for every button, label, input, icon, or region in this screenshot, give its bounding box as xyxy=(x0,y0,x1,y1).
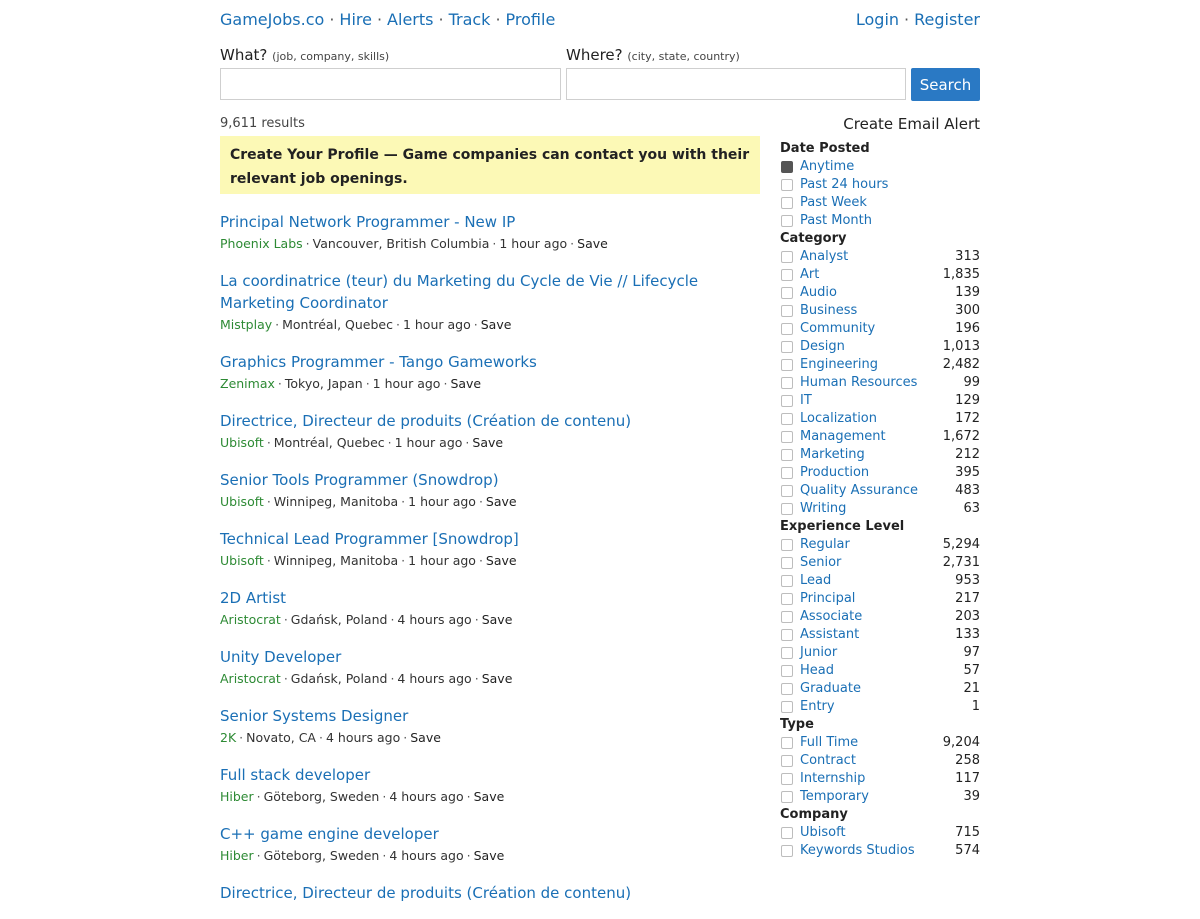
login-link[interactable]: Login xyxy=(855,10,900,29)
brand-link[interactable]: GameJobs.co xyxy=(220,10,325,29)
filter-option-label[interactable]: Management xyxy=(800,429,886,444)
job-save-link[interactable]: Save xyxy=(577,236,608,251)
filter-option-count: 300 xyxy=(955,303,980,318)
job-listing xyxy=(220,270,760,336)
filter-option-count: 99 xyxy=(963,375,980,390)
meta-separator: · xyxy=(570,236,575,251)
meta-separator: · xyxy=(466,789,471,804)
job-company-link[interactable]: Zenimax xyxy=(220,376,275,391)
filter-option-management[interactable] xyxy=(780,428,980,446)
filter-option-label[interactable]: Marketing xyxy=(800,447,865,462)
job-save-link[interactable]: Save xyxy=(450,376,482,391)
where-label xyxy=(566,45,740,67)
filter-option-audio[interactable] xyxy=(780,284,980,302)
job-location: Montréal, Quebec xyxy=(282,317,393,332)
checkbox[interactable] xyxy=(781,215,793,227)
job-save-link[interactable]: Save xyxy=(473,789,505,804)
filter-option-associate[interactable] xyxy=(780,608,980,626)
filter-option-entry[interactable] xyxy=(780,698,980,716)
filter-option-count: 5,294 xyxy=(942,537,980,552)
checkbox[interactable] xyxy=(781,467,793,479)
filter-option-internship[interactable] xyxy=(780,770,980,788)
filter-option-label[interactable]: Quality Assurance xyxy=(800,483,918,498)
filter-option-count: 63 xyxy=(963,501,980,516)
job-title-link[interactable]: Graphics Programmer - Tango Gameworks xyxy=(220,353,537,371)
meta-separator: · xyxy=(266,494,271,509)
job-save-link[interactable]: Save xyxy=(481,671,513,686)
checkbox[interactable] xyxy=(781,449,793,461)
checkbox[interactable] xyxy=(781,179,793,191)
job-age: 1 hour ago xyxy=(372,376,441,391)
nav-separator: · xyxy=(329,10,335,29)
filter-option-graduate[interactable] xyxy=(780,680,980,698)
filter-option-label[interactable]: Anytime xyxy=(800,159,855,174)
meta-separator: · xyxy=(266,553,271,568)
filter-option-label[interactable]: Principal xyxy=(800,591,856,606)
filter-option-label[interactable]: Business xyxy=(800,303,858,318)
job-meta xyxy=(220,373,760,395)
job-age: 4 hours ago xyxy=(397,671,472,686)
job-title-link[interactable]: Technical Lead Programmer [Snowdrop] xyxy=(220,530,519,548)
checkbox[interactable] xyxy=(781,413,793,425)
filter-option-it[interactable] xyxy=(780,392,980,410)
nav-hire-link[interactable]: Hire xyxy=(339,10,372,29)
job-title-link[interactable]: Principal Network Programmer - New IP xyxy=(220,213,516,231)
checkbox[interactable] xyxy=(781,827,793,839)
filter-option-regular[interactable] xyxy=(780,536,980,554)
nav-separator: · xyxy=(495,10,501,29)
nav-profile-link[interactable]: Profile xyxy=(505,10,556,29)
job-meta xyxy=(220,668,760,690)
checkbox[interactable] xyxy=(781,395,793,407)
filter-option-label[interactable]: Audio xyxy=(800,285,837,300)
job-title-link[interactable]: 2D Artist xyxy=(220,589,287,607)
filter-option-label[interactable]: Art xyxy=(800,267,820,282)
what-label xyxy=(220,45,389,67)
meta-separator: · xyxy=(492,236,497,251)
filter-heading: Type xyxy=(780,717,814,732)
meta-separator: · xyxy=(256,789,261,804)
checkbox[interactable] xyxy=(781,251,793,263)
job-listing xyxy=(220,882,760,904)
job-company-link[interactable]: Ubisoft xyxy=(220,494,264,509)
job-save-link[interactable]: Save xyxy=(410,730,441,745)
meta-separator: · xyxy=(390,612,395,627)
job-title-link[interactable]: La coordinatrice (teur) du Marketing du Cycle de Vie // Lifecycle Marketing Coordinator xyxy=(220,272,699,312)
nav-separator: · xyxy=(904,10,910,29)
where-label-text: Where? xyxy=(566,46,623,64)
job-age: 4 hours ago xyxy=(389,789,464,804)
filter-option-count: 139 xyxy=(955,285,980,300)
job-location: Montréal, Quebec xyxy=(273,435,385,450)
checkbox[interactable] xyxy=(781,503,793,515)
filter-option-community[interactable] xyxy=(780,320,980,338)
filter-option-label[interactable]: Junior xyxy=(800,645,838,660)
filter-option-label[interactable]: Entry xyxy=(800,699,835,714)
filter-section-experience-level xyxy=(780,518,980,716)
filter-option-analyst[interactable] xyxy=(780,248,980,266)
job-location: Göteborg, Sweden xyxy=(263,848,380,863)
job-company-link[interactable]: Ubisoft xyxy=(220,553,264,568)
meta-separator: · xyxy=(382,848,387,863)
meta-separator: · xyxy=(256,848,261,863)
filter-option-label[interactable]: Human Resources xyxy=(800,375,918,390)
filter-option-label[interactable]: Design xyxy=(800,339,845,354)
meta-separator: · xyxy=(305,236,310,251)
meta-separator: · xyxy=(474,671,479,686)
filter-option-count: 9,204 xyxy=(942,735,980,750)
filter-option-head[interactable] xyxy=(780,662,980,680)
job-meta xyxy=(220,233,760,255)
meta-separator: · xyxy=(465,435,470,450)
job-listing xyxy=(220,823,760,867)
where-hint: (city, state, country) xyxy=(627,50,740,63)
checkbox[interactable] xyxy=(781,791,793,803)
filter-section-company xyxy=(780,806,980,860)
checkbox[interactable] xyxy=(781,845,793,857)
nav-track-link[interactable]: Track xyxy=(448,10,491,29)
checkbox[interactable] xyxy=(781,647,793,659)
job-title-link[interactable]: Directrice, Directeur de produits (Création de contenu) xyxy=(220,412,632,430)
job-location: Winnipeg, Manitoba xyxy=(273,553,399,568)
meta-separator: · xyxy=(277,376,282,391)
job-meta xyxy=(220,550,760,572)
meta-separator: · xyxy=(478,494,483,509)
checkbox[interactable] xyxy=(781,557,793,569)
filter-option-senior[interactable] xyxy=(780,554,980,572)
job-listing xyxy=(220,410,760,454)
checkbox[interactable] xyxy=(781,359,793,371)
filter-option-label[interactable]: IT xyxy=(800,393,812,408)
job-title-link[interactable]: Senior Systems Designer xyxy=(220,707,409,725)
job-location: Gdańsk, Poland xyxy=(290,671,388,686)
results-count: 9,611 results xyxy=(220,116,305,131)
meta-separator: · xyxy=(466,848,471,863)
meta-separator: · xyxy=(401,553,406,568)
job-meta xyxy=(220,727,760,749)
filter-section-category xyxy=(780,230,980,518)
where-input[interactable] xyxy=(566,68,906,100)
what-input[interactable] xyxy=(220,68,561,100)
nav-right xyxy=(856,9,980,31)
checkbox[interactable] xyxy=(781,683,793,695)
filter-option-count: 1,013 xyxy=(942,339,980,354)
filter-option-quality-assurance[interactable] xyxy=(780,482,980,500)
filter-option-past-week[interactable] xyxy=(780,194,980,212)
filter-option-principal[interactable] xyxy=(780,590,980,608)
filter-option-lead[interactable] xyxy=(780,572,980,590)
job-company-link[interactable]: Phoenix Labs xyxy=(220,236,303,251)
filter-option-label[interactable]: Past Week xyxy=(800,195,867,210)
job-location: Winnipeg, Manitoba xyxy=(273,494,399,509)
filter-option-marketing[interactable] xyxy=(780,446,980,464)
filter-option-past-month[interactable] xyxy=(780,212,980,230)
filter-option-label[interactable]: Keywords Studios xyxy=(800,843,915,858)
filter-option-label[interactable]: Regular xyxy=(800,537,850,552)
filter-option-count: 1 xyxy=(971,699,980,714)
meta-separator: · xyxy=(266,435,271,450)
profile-promo-banner[interactable] xyxy=(220,136,760,194)
job-company-link[interactable]: Ubisoft xyxy=(220,435,264,450)
filter-option-label[interactable]: Community xyxy=(800,321,876,336)
filter-option-label[interactable]: Past Month xyxy=(800,213,872,228)
job-company-link[interactable]: Aristocrat xyxy=(220,671,281,686)
filter-option-count: 395 xyxy=(955,465,980,480)
filter-option-label[interactable]: Ubisoft xyxy=(800,825,846,840)
filter-option-count: 196 xyxy=(955,321,980,336)
job-meta xyxy=(220,845,760,867)
checkbox[interactable] xyxy=(781,737,793,749)
filter-option-count: 1,672 xyxy=(942,429,980,444)
filter-option-count: 133 xyxy=(955,627,980,642)
filter-option-full-time[interactable] xyxy=(780,734,980,752)
job-age: 1 hour ago xyxy=(408,494,476,509)
job-save-link[interactable]: Save xyxy=(485,553,517,568)
filter-option-contract[interactable] xyxy=(780,752,980,770)
filter-heading: Date Posted xyxy=(780,141,870,156)
filter-option-count: 1,835 xyxy=(942,267,980,282)
filter-option-assistant[interactable] xyxy=(780,626,980,644)
filter-option-art[interactable] xyxy=(780,266,980,284)
promo-text: Create Your Profile — Game companies can contact you with their relevant job openings. xyxy=(230,147,750,187)
job-meta xyxy=(220,314,760,336)
what-hint: (job, company, skills) xyxy=(272,50,390,63)
checkbox[interactable] xyxy=(781,539,793,551)
job-title-link[interactable]: Senior Tools Programmer (Snowdrop) xyxy=(220,471,499,489)
create-email-alert-link[interactable]: Create Email Alert xyxy=(843,115,980,133)
filter-option-count: 258 xyxy=(955,753,980,768)
job-location: Göteborg, Sweden xyxy=(263,789,380,804)
nav-alerts-link[interactable]: Alerts xyxy=(387,10,434,29)
filter-option-localization[interactable] xyxy=(780,410,980,428)
meta-separator: · xyxy=(401,494,406,509)
job-listing xyxy=(220,764,760,808)
checkbox[interactable] xyxy=(781,485,793,497)
filter-option-label[interactable]: Engineering xyxy=(800,357,878,372)
filter-option-label[interactable]: Analyst xyxy=(800,249,849,264)
checkbox[interactable] xyxy=(781,287,793,299)
filter-option-label[interactable]: Head xyxy=(800,663,834,678)
checkbox[interactable] xyxy=(781,755,793,767)
filter-option-design[interactable] xyxy=(780,338,980,356)
filter-option-anytime[interactable] xyxy=(780,158,980,176)
checkbox[interactable] xyxy=(781,323,793,335)
job-location: Gdańsk, Poland xyxy=(290,612,388,627)
filter-option-count: 217 xyxy=(955,591,980,606)
filter-option-past-24-hours[interactable] xyxy=(780,176,980,194)
filter-option-label[interactable]: Writing xyxy=(800,501,847,516)
meta-separator: · xyxy=(318,730,323,745)
filter-option-label[interactable]: Graduate xyxy=(800,681,861,696)
job-meta xyxy=(220,491,760,513)
meta-separator: · xyxy=(395,317,400,332)
filter-option-temporary[interactable] xyxy=(780,788,980,806)
job-age: 1 hour ago xyxy=(402,317,471,332)
filter-option-label[interactable]: Senior xyxy=(800,555,842,570)
job-age: 4 hours ago xyxy=(397,612,472,627)
filter-option-label[interactable]: Lead xyxy=(800,573,832,588)
nav-separator: · xyxy=(438,10,444,29)
filter-option-count: 21 xyxy=(963,681,980,696)
filter-option-ubisoft[interactable] xyxy=(780,824,980,842)
filter-option-count: 117 xyxy=(955,771,980,786)
meta-separator: · xyxy=(283,612,288,627)
job-listing xyxy=(220,469,760,513)
meta-separator: · xyxy=(443,376,448,391)
job-save-link[interactable]: Save xyxy=(481,612,513,627)
job-title-link[interactable]: Unity Developer xyxy=(220,648,342,666)
filter-option-count: 574 xyxy=(955,843,980,858)
job-company-link[interactable]: Hiber xyxy=(220,789,254,804)
filter-option-junior[interactable] xyxy=(780,644,980,662)
job-age: 4 hours ago xyxy=(325,730,401,745)
job-age: 1 hour ago xyxy=(394,435,463,450)
job-location: Vancouver, British Columbia xyxy=(312,236,490,251)
checkbox[interactable] xyxy=(781,377,793,389)
filter-option-production[interactable] xyxy=(780,464,980,482)
checkbox[interactable] xyxy=(781,341,793,353)
top-nav xyxy=(220,9,980,31)
job-save-link[interactable]: Save xyxy=(485,494,517,509)
filter-option-count: 2,731 xyxy=(942,555,980,570)
filter-option-label[interactable]: Localization xyxy=(800,411,877,426)
meta-separator: · xyxy=(403,730,408,745)
filter-option-count: 203 xyxy=(955,609,980,624)
job-company-link[interactable]: 2K xyxy=(220,730,237,745)
checkbox[interactable] xyxy=(781,629,793,641)
job-age: 4 hours ago xyxy=(389,848,464,863)
checkbox[interactable] xyxy=(781,269,793,281)
job-listing xyxy=(220,587,760,631)
checkbox[interactable] xyxy=(781,197,793,209)
filter-option-label[interactable]: Internship xyxy=(800,771,866,786)
filter-option-count: 129 xyxy=(955,393,980,408)
meta-separator: · xyxy=(239,730,244,745)
checkbox[interactable] xyxy=(781,701,793,713)
checkbox[interactable] xyxy=(781,665,793,677)
checkbox[interactable] xyxy=(781,161,793,173)
filter-section-type xyxy=(780,716,980,806)
search-button[interactable]: Search xyxy=(911,68,980,101)
meta-separator: · xyxy=(365,376,370,391)
meta-separator: · xyxy=(473,317,478,332)
meta-separator: · xyxy=(478,553,483,568)
job-age: 1 hour ago xyxy=(408,553,476,568)
filter-option-count: 2,482 xyxy=(942,357,980,372)
job-meta xyxy=(220,786,760,808)
filter-option-label[interactable]: Associate xyxy=(800,609,863,624)
job-listing xyxy=(220,211,760,255)
job-location: Tokyo, Japan xyxy=(284,376,363,391)
job-title-link[interactable]: Full stack developer xyxy=(220,766,371,784)
filter-option-keywords-studios[interactable] xyxy=(780,842,980,860)
checkbox[interactable] xyxy=(781,611,793,623)
filter-heading: Company xyxy=(780,807,848,822)
job-company-link[interactable]: Aristocrat xyxy=(220,612,281,627)
meta-separator: · xyxy=(283,671,288,686)
job-save-link[interactable]: Save xyxy=(472,435,504,450)
job-listing xyxy=(220,528,760,572)
job-save-link[interactable]: Save xyxy=(473,848,505,863)
nav-separator: · xyxy=(376,10,383,29)
filter-option-human-resources[interactable] xyxy=(780,374,980,392)
job-meta xyxy=(220,609,760,631)
filter-option-label[interactable]: Full Time xyxy=(800,735,859,750)
meta-separator: · xyxy=(275,317,280,332)
filter-section-date-posted xyxy=(780,140,980,230)
filter-option-count: 313 xyxy=(955,249,980,264)
nav-left xyxy=(220,9,555,31)
meta-separator: · xyxy=(474,612,479,627)
filter-heading: Category xyxy=(780,231,847,246)
job-age: 1 hour ago xyxy=(499,236,568,251)
filter-option-count: 97 xyxy=(963,645,980,660)
filter-option-count: 715 xyxy=(955,825,980,840)
job-meta xyxy=(220,432,760,454)
filter-option-label[interactable]: Contract xyxy=(800,753,856,768)
filter-option-engineering[interactable] xyxy=(780,356,980,374)
checkbox[interactable] xyxy=(781,431,793,443)
job-company-link[interactable]: Mistplay xyxy=(220,317,273,332)
job-company-link[interactable]: Hiber xyxy=(220,848,254,863)
filter-option-count: 953 xyxy=(955,573,980,588)
filter-heading: Experience Level xyxy=(780,519,905,534)
meta-separator: · xyxy=(390,671,395,686)
filter-option-count: 212 xyxy=(955,447,980,462)
filter-option-label[interactable]: Past 24 hours xyxy=(800,177,889,192)
job-listing xyxy=(220,705,760,749)
filter-sidebar xyxy=(780,140,980,860)
checkbox[interactable] xyxy=(781,773,793,785)
job-save-link[interactable]: Save xyxy=(480,317,512,332)
filter-option-label[interactable]: Production xyxy=(800,465,870,480)
job-title-link[interactable]: C++ game engine developer xyxy=(220,825,439,843)
filter-option-count: 483 xyxy=(955,483,980,498)
filter-option-label[interactable]: Assistant xyxy=(800,627,860,642)
job-listing xyxy=(220,646,760,690)
job-listing xyxy=(220,351,760,395)
job-list xyxy=(220,211,760,919)
job-location: Novato, CA xyxy=(246,730,316,745)
filter-option-business[interactable] xyxy=(780,302,980,320)
register-link[interactable]: Register xyxy=(914,10,980,29)
meta-separator: · xyxy=(387,435,392,450)
checkbox[interactable] xyxy=(781,593,793,605)
filter-option-count: 172 xyxy=(955,411,980,426)
filter-option-count: 39 xyxy=(963,789,980,804)
filter-option-count: 57 xyxy=(963,663,980,678)
filter-option-writing[interactable] xyxy=(780,500,980,518)
checkbox[interactable] xyxy=(781,575,793,587)
meta-separator: · xyxy=(382,789,387,804)
what-label-text: What? xyxy=(220,46,268,64)
checkbox[interactable] xyxy=(781,305,793,317)
job-title-link[interactable]: Directrice, Directeur de produits (Création de contenu) xyxy=(220,884,632,902)
filter-option-label[interactable]: Temporary xyxy=(800,789,869,804)
